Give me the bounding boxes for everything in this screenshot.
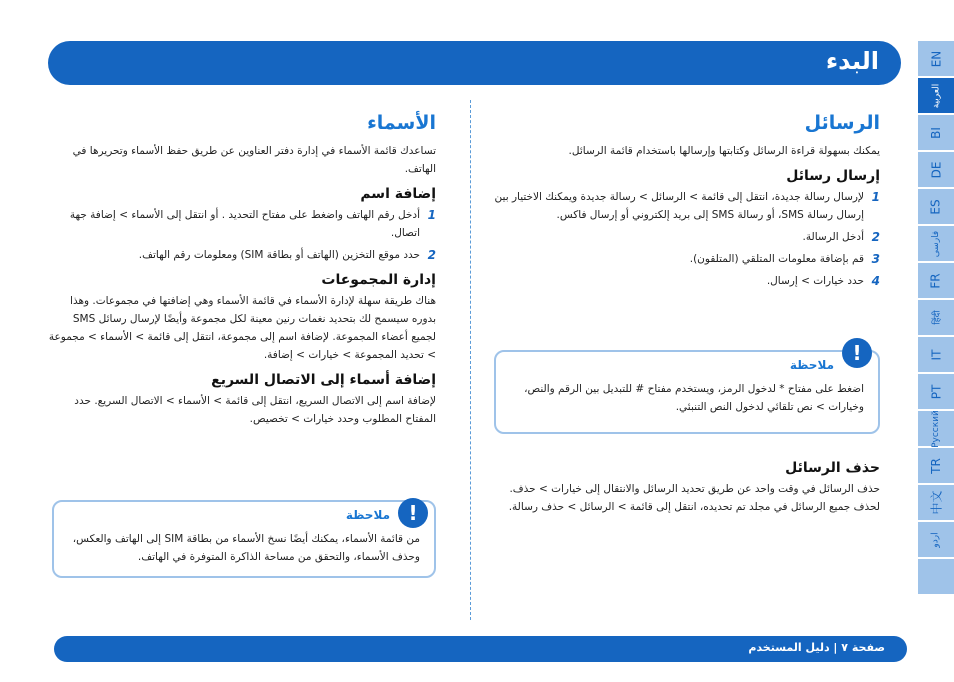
- step-text: أدخل الرسالة.: [802, 231, 864, 243]
- language-tab-label: PT: [928, 384, 943, 399]
- names-intro: تساعدك قائمة الأسماء في إدارة دفتر العناوين عن طريق حفظ الأسماء وتحريرها في الهاتف.: [72, 145, 436, 175]
- names-title: الأسماء: [367, 112, 436, 134]
- send-step: [490, 272, 880, 290]
- language-tab[interactable]: [918, 559, 954, 594]
- step-text: قم بإضافة معلومات المتلقي (المتلقون).: [689, 253, 864, 265]
- language-tabs: [918, 41, 954, 663]
- note-text: اضغط على مفتاح * لدخول الرمز، ويستخدم مفتاح # للتبديل بين الرقم والنص، وخيارات > نص تلقائي لدخول النص التنبئي.: [524, 383, 864, 413]
- note-label: ملاحظة: [345, 508, 390, 522]
- send-step: [490, 250, 880, 268]
- language-tab[interactable]: [918, 522, 954, 557]
- language-tab-label: FR: [929, 272, 943, 289]
- language-tab-label: فارسی: [931, 230, 941, 257]
- language-tab[interactable]: [918, 485, 954, 520]
- page-footer: صفحة ٧ | دليل المستخدم: [748, 641, 885, 654]
- send-messages-heading: إرسال رسائل: [786, 168, 880, 184]
- step-number: 2: [871, 230, 880, 244]
- add-step: [48, 246, 436, 264]
- note-label: ملاحظة: [789, 358, 834, 372]
- messages-title: الرسائل: [804, 112, 880, 134]
- send-step: [490, 188, 880, 224]
- add-step: [48, 206, 436, 242]
- language-tab[interactable]: [918, 152, 954, 187]
- send-step: [490, 228, 880, 246]
- exclamation-icon: !: [398, 498, 428, 528]
- names-section: [48, 112, 436, 432]
- language-tab[interactable]: [918, 448, 954, 483]
- language-tab[interactable]: [918, 226, 954, 261]
- language-tab-label: العربية: [930, 83, 941, 108]
- language-tab-label: BI: [929, 126, 943, 139]
- language-tab-label: IT: [929, 349, 943, 360]
- language-tab-label: اردو: [930, 531, 941, 548]
- messages-section: [490, 112, 880, 294]
- add-name-heading: إضافة اسم: [360, 186, 436, 202]
- step-number: 4: [871, 274, 880, 288]
- column-divider: [470, 100, 471, 620]
- page-title: البدء: [825, 47, 879, 75]
- language-tab-label: हिंदी: [932, 310, 943, 325]
- footer-bar: [54, 636, 907, 662]
- language-tab[interactable]: [918, 115, 954, 150]
- language-tab-label: ES: [928, 198, 943, 215]
- delete-text-2: لحذف جميع الرسائل في مجلد تم تحديده، انتقل إلى قائمة > الرسائل > حذف رسالة.: [508, 501, 880, 513]
- names-note: [52, 500, 436, 578]
- messages-note: [494, 341, 880, 434]
- language-tab[interactable]: [918, 411, 954, 446]
- delete-messages-section: [490, 452, 880, 520]
- language-tab[interactable]: [918, 78, 954, 113]
- language-tab-label: Русский: [931, 409, 942, 448]
- note-text: من قائمة الأسماء، يمكنك أيضًا نسخ الأسماء من بطاقة SIM إلى الهاتف والعكس، وحذف الأسماء، والتحقق من مساحة الذاكرة المتوفرة في الهاتف.: [72, 533, 420, 563]
- language-tab[interactable]: [918, 337, 954, 372]
- language-tab-label: EN: [929, 50, 943, 67]
- step-number: 1: [871, 190, 880, 204]
- language-tab[interactable]: [918, 374, 954, 409]
- language-tab[interactable]: [918, 41, 954, 76]
- language-tab[interactable]: [918, 189, 954, 224]
- speed-dial-text: لإضافة اسم إلى الاتصال السريع، انتقل إلى قائمة > الأسماء > الاتصال السريع. حدد المفتاح المطلوب وحدد خيارات > تخصيص.: [74, 395, 436, 425]
- delete-messages-heading: حذف الرسائل: [785, 460, 880, 476]
- language-tab[interactable]: [918, 263, 954, 298]
- language-tab-label: 中文: [929, 490, 944, 515]
- step-text: أدخل رقم الهاتف واضغط على مفتاح التحديد . أو انتقل إلى الأسماء > إضافة جهة اتصال.: [69, 209, 420, 239]
- step-text: حدد موقع التخزين (الهاتف أو بطاقة SIM) ومعلومات رقم الهاتف.: [138, 249, 420, 261]
- step-text: لإرسال رسالة جديدة، انتقل إلى قائمة > الرسائل > رسالة جديدة ويمكنك الاختيار بين إرسال رسالة SMS، أو رسالة SMS إلى بريد إلكتروني أو إرسال فاكس.: [494, 191, 864, 221]
- step-text: حدد خيارات > إرسال.: [766, 275, 864, 287]
- step-number: 2: [427, 248, 436, 262]
- step-number: 3: [871, 252, 880, 266]
- delete-text-1: حذف الرسائل في وقت واحد عن طريق تحديد الرسائل والانتقال إلى خيارات > حذف.: [509, 483, 880, 495]
- groups-heading: إدارة المجموعات: [321, 272, 436, 288]
- step-number: 1: [427, 208, 436, 222]
- exclamation-icon: !: [842, 338, 872, 368]
- language-tab[interactable]: [918, 300, 954, 335]
- language-tab-label: DE: [928, 161, 943, 178]
- language-tab-label: TR: [928, 457, 943, 474]
- messages-intro: يمكنك بسهولة قراءة الرسائل وكتابتها وإرسالها باستخدام قائمة الرسائل.: [568, 145, 880, 157]
- groups-text: هناك طريقة سهلة لإدارة الأسماء في قائمة الأسماء وهي إضافتها في مجموعات. وهذا بدوره سيسمح لك بتحديد نغمات رنين معينة لكل مجموعة وأيضًا لإرسال رسائل SMS لجميع أعضاء المجموعة. لإضافة اسم إلى مجموعة، انتقل إلى قائمة > الأسماء > مجموعة > تحديد المجموعة > خيارات > إضافة.: [48, 295, 436, 361]
- header-bar: [48, 41, 901, 85]
- speed-dial-heading: إضافة أسماء إلى الاتصال السريع: [211, 372, 436, 388]
